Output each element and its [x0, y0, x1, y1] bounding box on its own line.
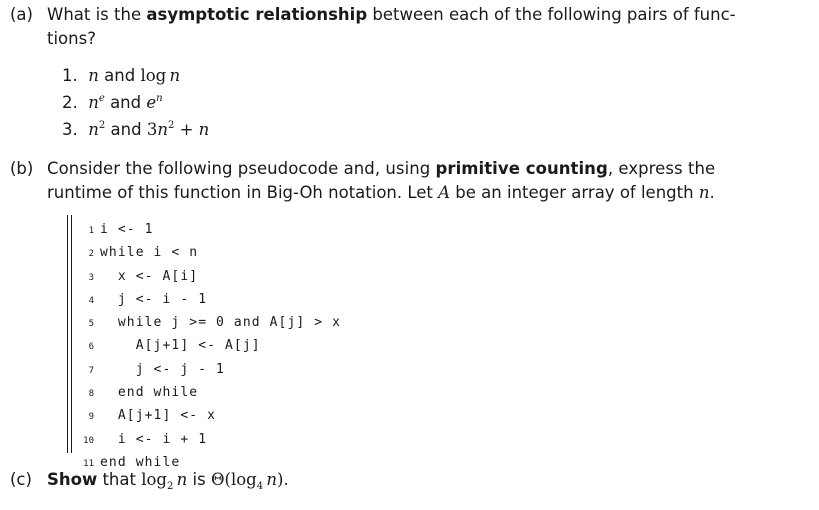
- code-line: 3 x <- A[i]: [88, 268, 199, 284]
- math-expression: $\log_2 n$: [141, 470, 188, 492]
- math-expression: $3n^2 + n$: [146, 120, 210, 139]
- list-item: 3. $n^2$ and $3n^2 + n$: [62, 120, 210, 139]
- code-line: 2 while i < n: [88, 245, 199, 261]
- part-c-label: (c): [10, 470, 32, 489]
- code-line: 8 end while: [88, 385, 199, 401]
- code-line: 9 A[j+1] <- x: [88, 408, 217, 424]
- part-b-question-line2: runtime of this function in Big-Oh notation. Let A be an integer array of length n.: [47, 183, 715, 202]
- list-item: 1. n and log n: [62, 66, 181, 85]
- code-line: 11 end while: [83, 454, 181, 470]
- math-expression: log n: [140, 66, 181, 85]
- math-expression: n: [88, 66, 99, 85]
- code-line: 10 i <- i + 1: [83, 431, 208, 447]
- code-line: 7 j <- j - 1: [88, 361, 225, 377]
- code-block-left-rule: [67, 215, 68, 453]
- part-c-question: Show that $\log_2 n$ is $\Theta(\log_4$ n).: [47, 470, 289, 492]
- list-item: 2. $n^e$ and $e^n$: [62, 93, 163, 112]
- part-b-label: (b): [10, 159, 34, 178]
- code-line: 1 i <- 1: [88, 222, 154, 237]
- code-line: 5 while j >= 0 and A[j] > x: [88, 315, 342, 331]
- math-expression: $e^n$: [146, 93, 163, 112]
- math-expression: $n^e$: [88, 93, 105, 112]
- part-b-question-line1: Consider the following pseudocode and, using primitive counting, express the: [47, 159, 716, 178]
- part-c-bold-term: Show: [47, 470, 98, 489]
- math-expression: $n^2$: [88, 120, 106, 139]
- code-block: [72, 219, 341, 475]
- math-expression: $\Theta(\log_4$ n): [210, 470, 284, 492]
- part-a-question-line2: tions?: [47, 29, 96, 48]
- code-line: 6 A[j+1] <- A[j]: [88, 338, 261, 354]
- part-a-label: (a): [10, 5, 33, 24]
- part-a-bold-term: asymptotic relationship: [146, 5, 368, 24]
- part-a-question-line1: What is the asymptotic relationship between each of the following pairs of func-: [47, 5, 736, 24]
- part-b-bold-term: primitive counting: [435, 159, 608, 178]
- code-line: 4 j <- i - 1: [88, 291, 208, 307]
